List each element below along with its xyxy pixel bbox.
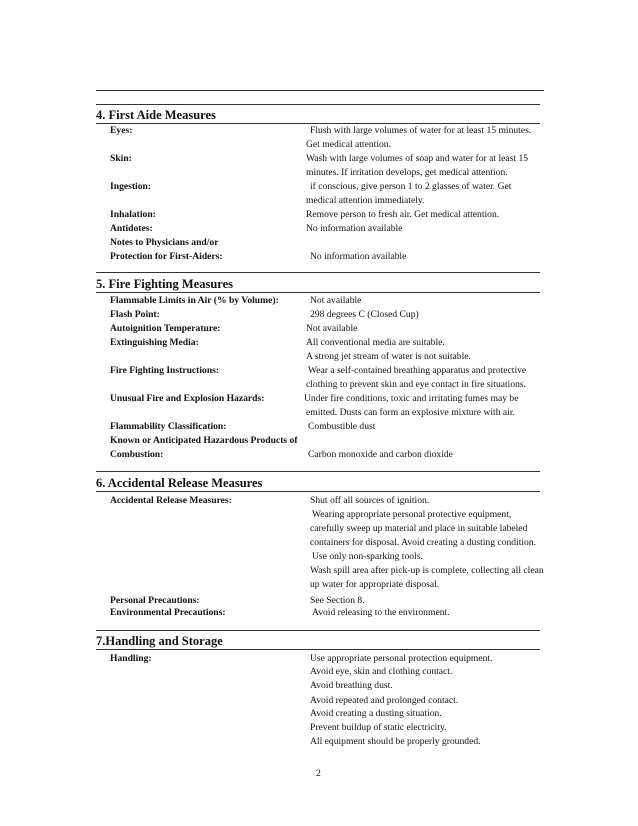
handling-value-1: Use appropriate personal protection equipment. [310,653,493,664]
handling-value-6: Prevent buildup of static electricity. [310,722,447,733]
section-5-rule [96,272,540,273]
flammability-classification-value: Combustible dust [308,421,376,432]
skin-value-2: minutes. If irritation develops, get medical attention. [306,167,508,178]
unusual-hazards-label: Unusual Fire and Explosion Hazards: [110,393,265,404]
fire-fighting-instructions-label: Fire Fighting Instructions: [110,365,220,376]
eyes-label: Eyes: [110,125,133,136]
accidental-release-value-6: Wash spill area after pick-up is complete, collecting all clean [310,565,544,576]
extinguishing-media-label: Extinguishing Media: [110,337,199,348]
personal-precautions-label: Personal Precautions: [110,595,200,606]
eyes-value-2: Get medical attention. [306,139,391,150]
section-5-title: 5. Fire Fighting Measures [96,277,234,291]
section-5-underline [96,292,540,293]
fire-fighting-instructions-value-1: Wear a self-contained breathing apparatus and protective [308,365,527,376]
handling-value-7: All equipment should be properly grounded. [310,736,481,747]
hazardous-products-label-2: Combustion: [110,449,164,460]
section-6-title: 6. Accidental Release Measures [96,476,263,490]
extinguishing-media-value-2: A strong jet stream of water is not suitable. [306,351,471,362]
autoignition-label: Autoignition Temperature: [110,323,221,334]
section-6-underline [96,491,540,492]
accidental-release-value-2: Wearing appropriate personal protective equipment, [312,509,512,520]
section-7-underline [96,649,540,650]
accidental-release-value-1: Shut off all sources of ignition. [310,495,430,506]
section-7-title: 7.Handling and Storage [96,634,223,648]
accidental-release-value-5: Use only non-sparking tools. [312,551,423,562]
flash-point-label: Flash Point: [110,309,160,320]
flammable-limits-label: Flammable Limits in Air (% by Volume): [110,295,279,306]
environmental-precautions-value: Avoid releasing to the environment. [312,607,450,618]
notes-label-2: Protection for First-Aiders: [110,251,223,262]
section-6-rule [96,471,540,472]
antidotes-label: Antidotes: [110,223,153,234]
top-rule [96,90,544,91]
accidental-release-value-7: up water for appropriate disposal. [310,579,440,590]
handling-value-5: Avoid creating a dusting situation. [310,708,442,719]
eyes-value-1: Flush with large volumes of water for at least 15 minutes. [310,125,532,136]
handling-label: Handling: [110,653,152,664]
ingestion-value-1: if conscious, give person 1 to 2 glasses of water. Get [310,181,512,192]
unusual-hazards-value-2: emitted. Dusts can form an explosive mixture with air. [306,407,515,418]
inhalation-value: Remove person to fresh air. Get medical attention. [306,209,500,220]
ingestion-label: Ingestion: [110,181,152,192]
page-number: 2 [316,768,321,779]
notes-value: No information available [310,251,407,262]
flammable-limits-value: Not available [310,295,362,306]
extinguishing-media-value-1: All conventional media are suitable. [306,337,445,348]
hazardous-products-value: Carbon monoxide and carbon dioxide [308,449,453,460]
handling-value-2: Avoid eye, skin and clothing contact. [310,666,453,677]
top-rule-2 [96,104,540,105]
skin-label: Skin: [110,153,132,164]
ingestion-value-2: medical attention immediately. [306,195,425,206]
inhalation-label: Inhalation: [110,209,156,220]
antidotes-value: No information available [306,223,403,234]
unusual-hazards-value-1: Under fire conditions, toxic and irritating fumes may be [304,393,519,404]
accidental-release-value-4: containers for disposal. Avoid creating a dusting condition. [310,537,537,548]
fire-fighting-instructions-value-2: clothing to prevent skin and eye contact in fire situations. [306,379,527,390]
section-4-title: 4. First Aide Measures [96,108,216,122]
section-7-rule [96,630,540,631]
skin-value-1: Wash with large volumes of soap and water for at least 15 [306,153,529,164]
flammability-classification-label: Flammability Classification: [110,421,227,432]
hazardous-products-label-1: Known or Anticipated Hazardous Products of [110,435,298,446]
flash-point-value: 298 degrees C (Closed Cup) [310,309,419,320]
handling-value-4: Avoid repeated and prolonged contact. [310,695,459,706]
accidental-release-value-3: carefully sweep up material and place in suitable labeled [310,523,528,534]
handling-value-3: Avoid breathing dust. [310,680,393,691]
personal-precautions-value: See Section 8. [310,595,365,606]
autoignition-value: Not available [306,323,358,334]
environmental-precautions-label: Environmental Precautions: [110,607,226,618]
notes-label-1: Notes to Physicians and/or [110,237,219,248]
accidental-release-label: Accidental Release Measures: [110,495,232,506]
